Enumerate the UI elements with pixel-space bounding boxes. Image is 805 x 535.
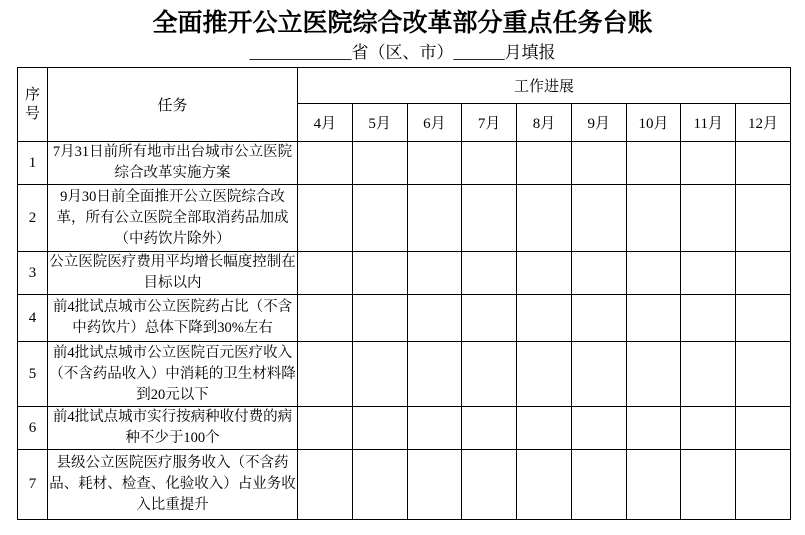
progress-cell[interactable] bbox=[298, 407, 353, 450]
progress-cell[interactable] bbox=[407, 295, 462, 342]
progress-cell[interactable] bbox=[462, 450, 517, 520]
progress-cell[interactable] bbox=[462, 142, 517, 185]
progress-cell[interactable] bbox=[407, 185, 462, 252]
progress-cell[interactable] bbox=[462, 252, 517, 295]
progress-cell[interactable] bbox=[681, 295, 736, 342]
progress-cell[interactable] bbox=[517, 252, 572, 295]
progress-cell[interactable] bbox=[352, 342, 407, 407]
header-task: 任务 bbox=[48, 68, 298, 142]
progress-cell[interactable] bbox=[681, 342, 736, 407]
header-month-jul: 7月 bbox=[462, 104, 517, 142]
progress-cell[interactable] bbox=[626, 295, 681, 342]
progress-cell[interactable] bbox=[298, 295, 353, 342]
progress-cell[interactable] bbox=[352, 142, 407, 185]
progress-cell[interactable] bbox=[571, 450, 626, 520]
table-row bbox=[18, 252, 791, 295]
progress-cell[interactable] bbox=[517, 295, 572, 342]
progress-cell[interactable] bbox=[571, 185, 626, 252]
progress-cell[interactable] bbox=[736, 142, 791, 185]
progress-cell[interactable] bbox=[407, 252, 462, 295]
progress-cell[interactable] bbox=[681, 185, 736, 252]
row-task: 县级公立医院医疗服务收入（不含药品、耗材、检查、化验收入）占业务收入比重提升 bbox=[48, 450, 298, 520]
progress-cell[interactable] bbox=[462, 295, 517, 342]
table-row bbox=[18, 407, 791, 450]
progress-cell[interactable] bbox=[352, 185, 407, 252]
row-seq: 7 bbox=[18, 450, 48, 520]
progress-cell[interactable] bbox=[736, 407, 791, 450]
table-row bbox=[18, 450, 791, 520]
progress-cell[interactable] bbox=[407, 142, 462, 185]
header-month-jun: 6月 bbox=[407, 104, 462, 142]
progress-cell[interactable] bbox=[462, 407, 517, 450]
row-seq: 2 bbox=[18, 185, 48, 252]
progress-cell[interactable] bbox=[571, 342, 626, 407]
row-seq: 4 bbox=[18, 295, 48, 342]
document-subtitle: ____________省（区、市）______月填报 bbox=[249, 43, 556, 62]
progress-cell[interactable] bbox=[517, 342, 572, 407]
progress-cell[interactable] bbox=[517, 185, 572, 252]
progress-cell[interactable] bbox=[298, 252, 353, 295]
progress-cell[interactable] bbox=[681, 252, 736, 295]
progress-cell[interactable] bbox=[736, 342, 791, 407]
progress-cell[interactable] bbox=[517, 450, 572, 520]
progress-cell[interactable] bbox=[571, 142, 626, 185]
row-seq: 3 bbox=[18, 252, 48, 295]
progress-cell[interactable] bbox=[736, 450, 791, 520]
progress-cell[interactable] bbox=[626, 252, 681, 295]
table-row bbox=[18, 342, 791, 407]
row-seq: 1 bbox=[18, 142, 48, 185]
progress-cell[interactable] bbox=[462, 185, 517, 252]
document-title: 全面推开公立医院综合改革部分重点任务台账 bbox=[152, 10, 653, 37]
header-month-sep: 9月 bbox=[571, 104, 626, 142]
progress-cell[interactable] bbox=[626, 185, 681, 252]
progress-cell[interactable] bbox=[681, 407, 736, 450]
progress-cell[interactable] bbox=[352, 295, 407, 342]
progress-cell[interactable] bbox=[571, 252, 626, 295]
progress-cell[interactable] bbox=[462, 342, 517, 407]
header-month-dec: 12月 bbox=[736, 104, 791, 142]
progress-cell[interactable] bbox=[298, 450, 353, 520]
row-task: 9月30日前全面推开公立医院综合改革，所有公立医院全部取消药品加成（中药饮片除外） bbox=[48, 185, 298, 252]
progress-cell[interactable] bbox=[736, 252, 791, 295]
progress-cell[interactable] bbox=[681, 142, 736, 185]
progress-cell[interactable] bbox=[626, 142, 681, 185]
header-month-aug: 8月 bbox=[517, 104, 572, 142]
progress-cell[interactable] bbox=[352, 450, 407, 520]
progress-cell[interactable] bbox=[298, 342, 353, 407]
row-task: 前4批试点城市公立医院百元医疗收入（不含药品收入）中消耗的卫生材料降到20元以下 bbox=[48, 342, 298, 407]
header-month-apr: 4月 bbox=[298, 104, 353, 142]
progress-cell[interactable] bbox=[736, 185, 791, 252]
document-page bbox=[0, 7, 805, 535]
header-month-may: 5月 bbox=[352, 104, 407, 142]
header-month-oct: 10月 bbox=[626, 104, 681, 142]
task-ledger-table bbox=[17, 67, 791, 520]
progress-cell[interactable] bbox=[681, 450, 736, 520]
row-seq: 6 bbox=[18, 407, 48, 450]
progress-cell[interactable] bbox=[626, 407, 681, 450]
table-row bbox=[18, 142, 791, 185]
progress-cell[interactable] bbox=[736, 295, 791, 342]
table-row bbox=[18, 295, 791, 342]
progress-cell[interactable] bbox=[517, 142, 572, 185]
progress-cell[interactable] bbox=[407, 450, 462, 520]
progress-cell[interactable] bbox=[352, 252, 407, 295]
row-task: 前4批试点城市实行按病种收付费的病种不少于100个 bbox=[48, 407, 298, 450]
row-task: 7月31日前所有地市出台城市公立医院综合改革实施方案 bbox=[48, 142, 298, 185]
header-row-progress bbox=[18, 68, 791, 104]
header-work-progress: 工作进展 bbox=[298, 68, 791, 104]
progress-cell[interactable] bbox=[407, 342, 462, 407]
progress-cell[interactable] bbox=[352, 407, 407, 450]
header-seq: 序号 bbox=[18, 68, 48, 142]
progress-cell[interactable] bbox=[571, 295, 626, 342]
progress-cell[interactable] bbox=[298, 185, 353, 252]
progress-cell[interactable] bbox=[626, 450, 681, 520]
header-month-nov: 11月 bbox=[681, 104, 736, 142]
row-task: 公立医院医疗费用平均增长幅度控制在目标以内 bbox=[48, 252, 298, 295]
progress-cell[interactable] bbox=[571, 407, 626, 450]
row-seq: 5 bbox=[18, 342, 48, 407]
progress-cell[interactable] bbox=[626, 342, 681, 407]
progress-cell[interactable] bbox=[517, 407, 572, 450]
row-task: 前4批试点城市公立医院药占比（不含中药饮片）总体下降到30%左右 bbox=[48, 295, 298, 342]
table-row bbox=[18, 185, 791, 252]
progress-cell[interactable] bbox=[298, 142, 353, 185]
progress-cell[interactable] bbox=[407, 407, 462, 450]
